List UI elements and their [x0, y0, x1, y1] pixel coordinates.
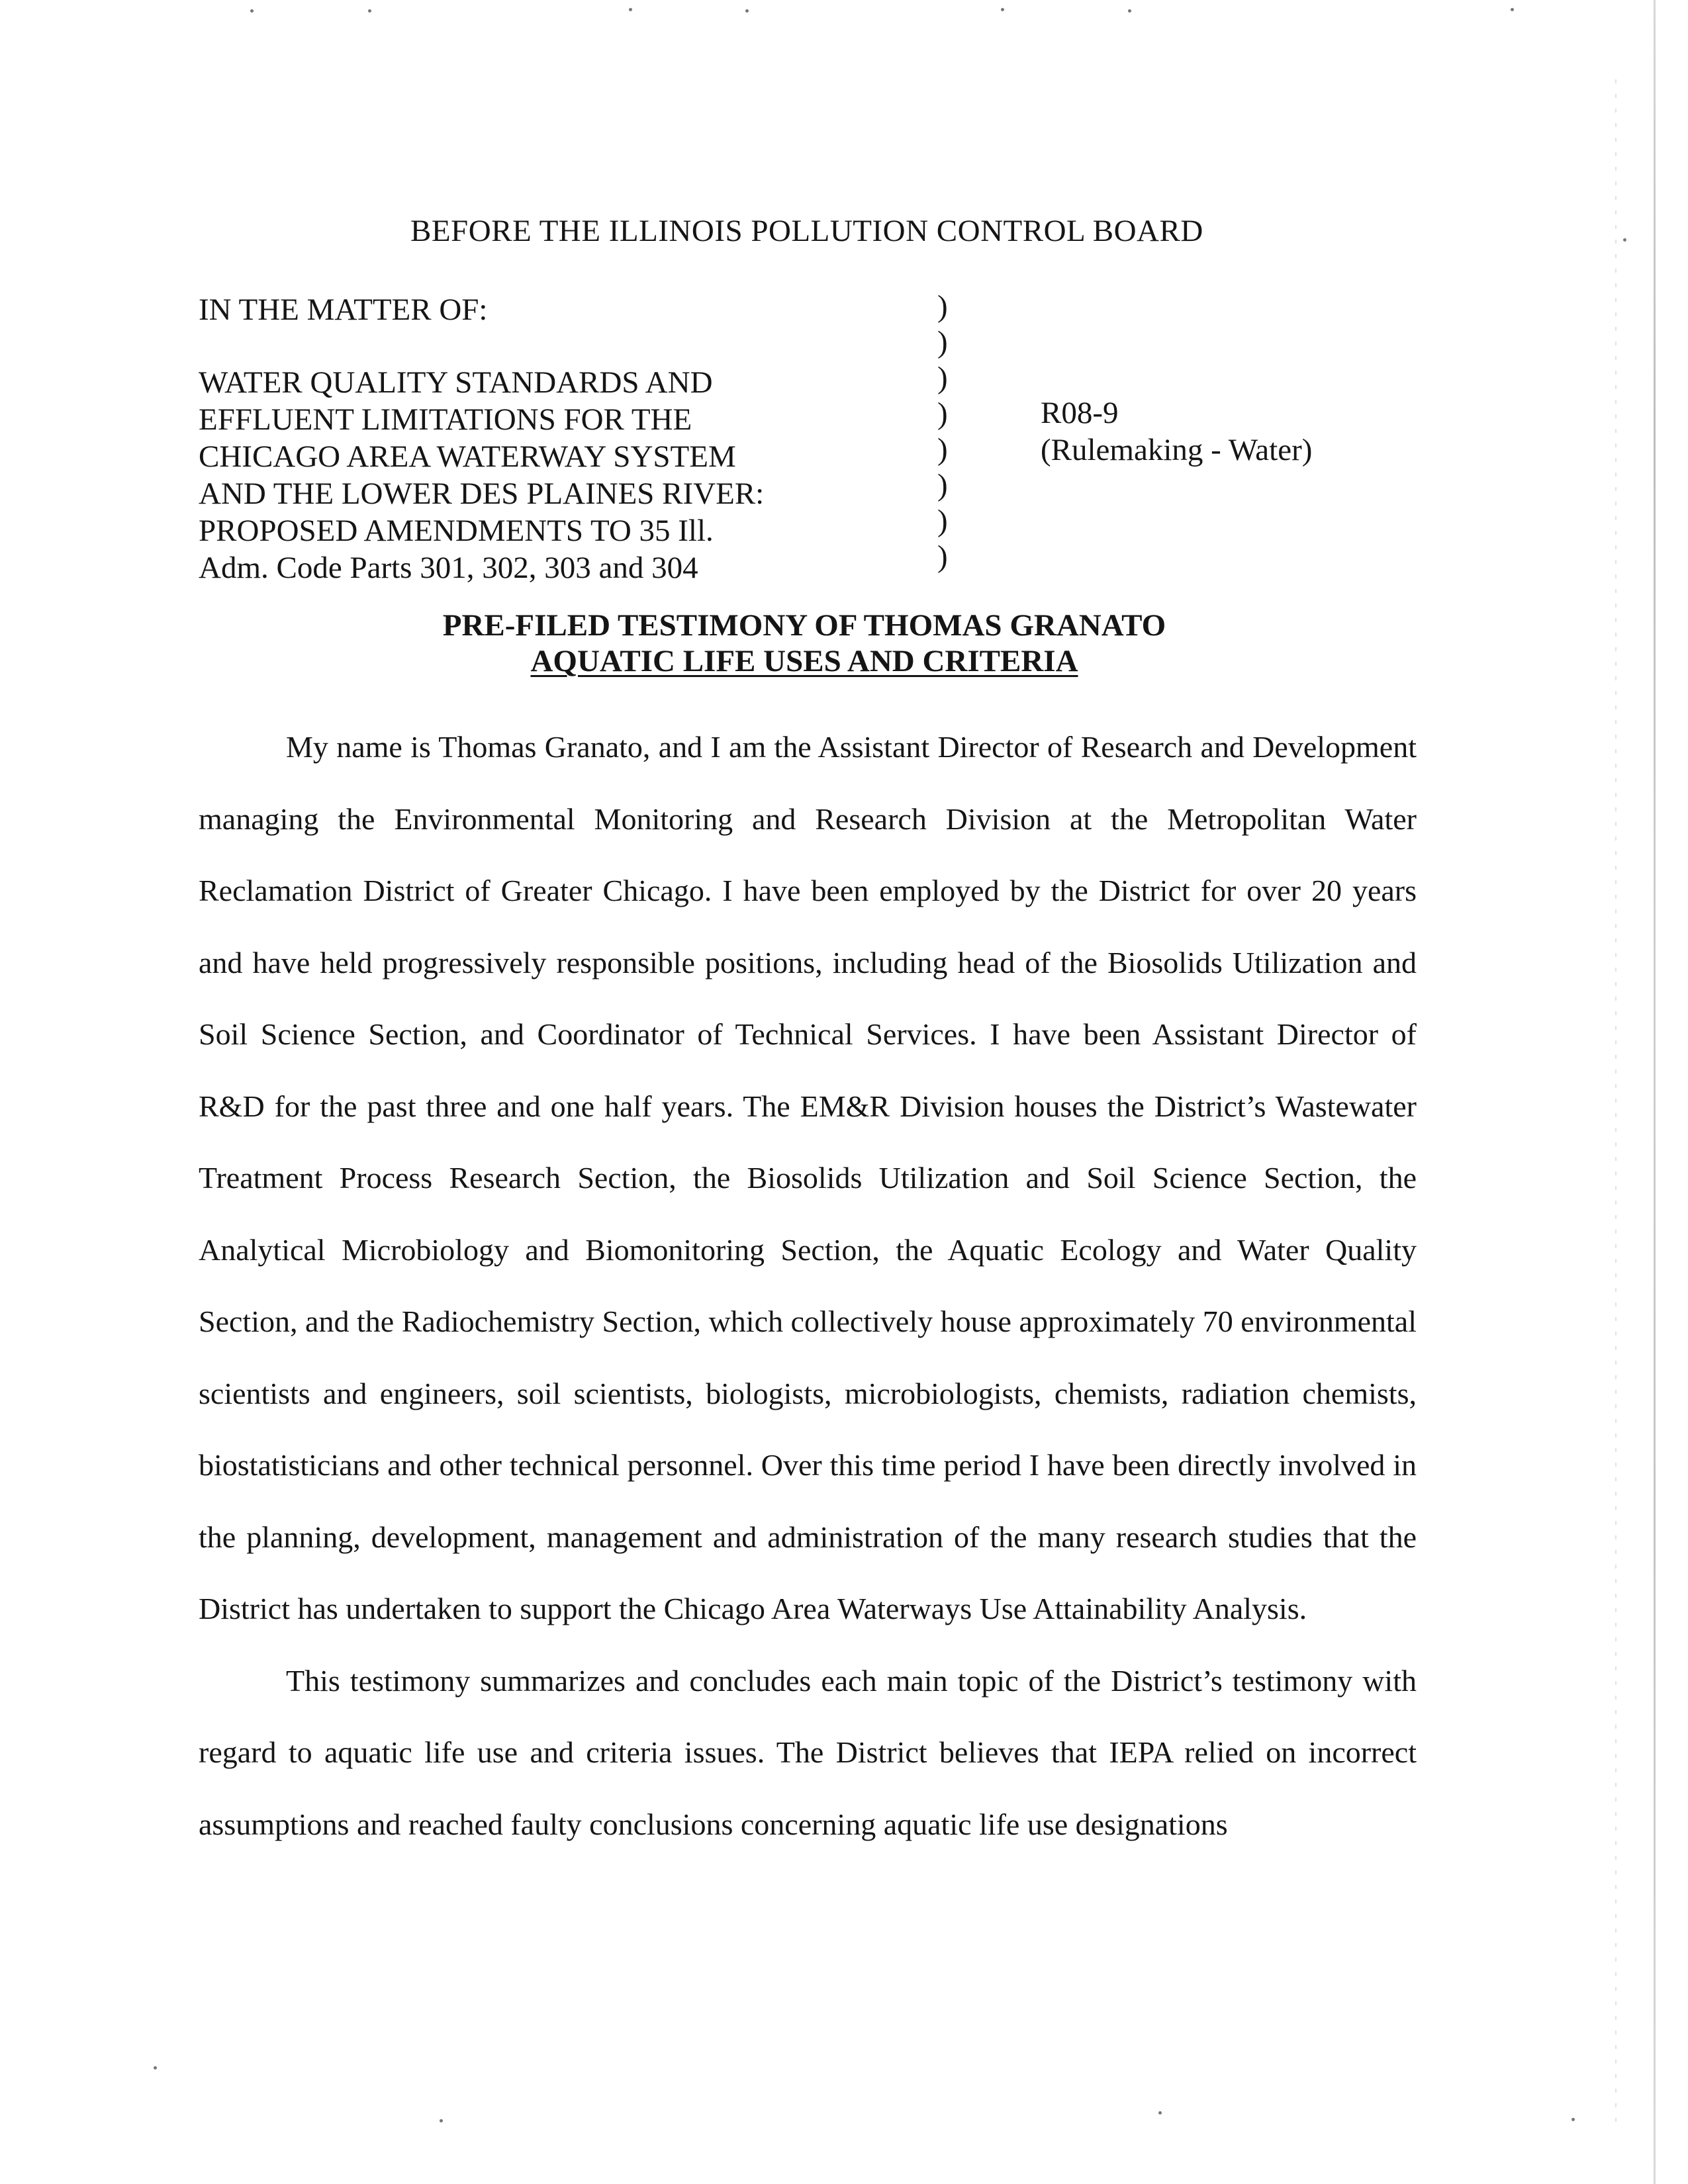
paragraph: My name is Thomas Granato, and I am the Assistant Director of Research and Development managing the Environmental Monitoring and Research Division at the Metropolitan Water Reclamation District of Greater Chicago. I have been employed by the District for over 20 years and have held progressively responsible positions, including head of the Biosolids Utilization and Soil Science Section, and Coordinator of Technical Services. I have been Assistant Director of R&D for the past three and one half years. The EM&R Division houses the District’s Wastewater Treatment Process Research Section, the Biosolids Utilization and Soil Science Section, the Analytical Microbiology and Biomonitoring Section, the Aquatic Ecology and Water Quality Section, and the Radiochemistry Section, which collectively house approximately 70 environmental scientists and engineers, soil scientists, biologists, microbiologists, chemists, radiation chemists, biostatisticians and other technical personnel. Over this time period I have been directly involved in the planning, development, management and administration of the many research studies that the District has undertaken to support the Chicago Area Waterways Use Attainability Analysis. — [199, 730, 1417, 1625]
scan-speck — [250, 9, 254, 13]
case-caption — [199, 291, 764, 586]
caption-line: Adm. Code Parts 301, 302, 303 and 304 — [199, 551, 698, 585]
caption-line: PROPOSED AMENDMENTS TO 35 Ill. — [199, 514, 714, 548]
scan-speck — [1571, 2118, 1575, 2121]
scan-speck — [1001, 8, 1004, 11]
caption-paren: ) — [937, 432, 948, 467]
paragraph: This testimony summarizes and concludes each main topic of the District’s testimony with regard to aquatic life use and criteria issues. The District believes that IEPA relied on incorrect assumptions and reached faulty conclusions concerning aquatic life use designations — [199, 1663, 1417, 1841]
title-line-2: AQUATIC LIFE USES AND CRITERIA — [530, 644, 1078, 678]
docket-type: (Rulemaking - Water) — [1041, 433, 1313, 467]
scan-speck — [1511, 8, 1514, 11]
matter-label: IN THE MATTER OF: — [199, 293, 488, 327]
caption-parens — [937, 289, 948, 574]
scan-speck — [1623, 238, 1626, 242]
scan-speck — [629, 8, 632, 11]
court-heading: BEFORE THE ILLINOIS POLLUTION CONTROL BOARD — [410, 214, 1203, 248]
caption-line: EFFLUENT LIMITATIONS FOR THE — [199, 402, 692, 437]
caption-paren: ) — [937, 504, 948, 538]
testimony-title — [0, 608, 1609, 679]
caption-line: CHICAGO AREA WATERWAY SYSTEM — [199, 439, 736, 474]
caption-paren: ) — [937, 361, 948, 395]
caption-paren: ) — [937, 468, 948, 502]
caption-paren: ) — [937, 289, 948, 324]
caption-line: AND THE LOWER DES PLAINES RIVER: — [199, 477, 765, 511]
caption-paren: ) — [937, 539, 948, 574]
caption-line: WATER QUALITY STANDARDS AND — [199, 365, 713, 400]
scan-speck — [154, 2066, 157, 2070]
scan-speck — [368, 9, 371, 13]
scan-speck — [745, 9, 749, 13]
scan-speck — [1158, 2111, 1162, 2115]
title-line-1: PRE-FILED TESTIMONY OF THOMAS GRANATO — [442, 608, 1166, 643]
docket-number: R08-9 — [1041, 396, 1119, 430]
scan-speck — [440, 2119, 443, 2122]
caption-paren: ) — [937, 396, 948, 431]
scan-edge-dots — [1615, 79, 1617, 2131]
testimony-body — [199, 711, 1417, 1860]
caption-paren: ) — [937, 325, 948, 359]
scan-edge-line — [1654, 0, 1656, 2184]
docket-block — [1041, 394, 1312, 469]
scan-speck — [1128, 9, 1131, 13]
